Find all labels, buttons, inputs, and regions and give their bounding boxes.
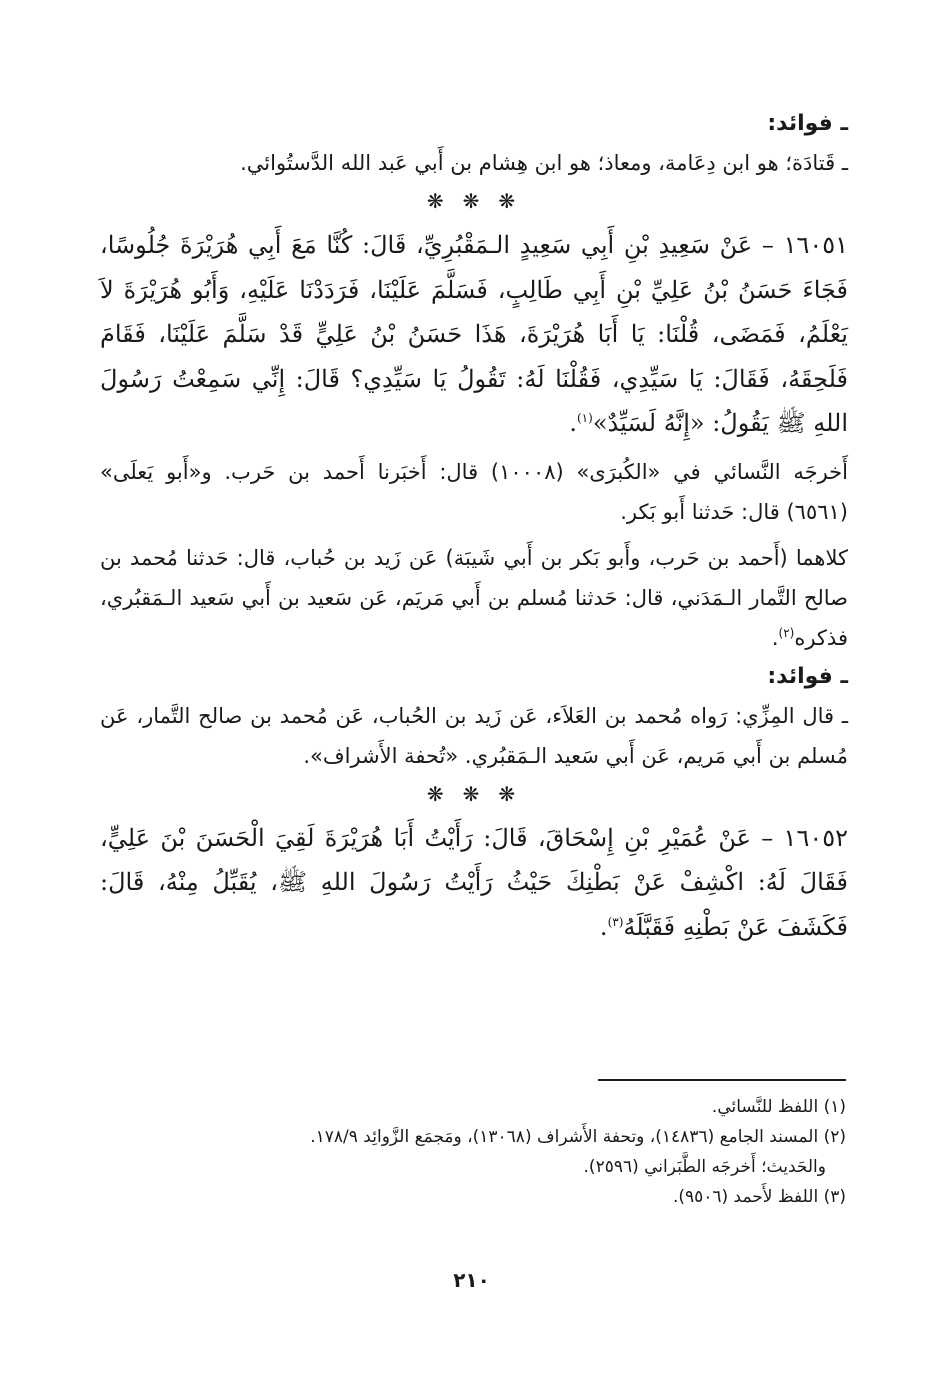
footnote-ref-2: (٢): [778, 625, 795, 640]
separator-stars-1: ❋ ❋ ❋: [426, 189, 522, 213]
takhrij-paragraph-2: [100, 538, 848, 658]
hadith-number: ١٦٠٥٢: [783, 823, 848, 852]
takhrij-text: كلاهما (أَحمد بن حَرب، وأَبو بَكر بن أَبي شَيبَة) عَن زَيد بن حُباب، قال: حَدثنا مُحمد بن صالح التَّمار الـمَدَني، قال: حَدثنا مُسلم بن أَبي مَريَم، عَن سَعيد بن أَبي سَعيد الـمَقبُري، فذكره: [100, 545, 848, 650]
benefits-heading-2: ـ فوائد:: [767, 663, 848, 689]
benefits-heading-1: ـ فوائد:: [767, 111, 848, 136]
hadith-16051: [100, 223, 848, 446]
page-body: [100, 105, 848, 949]
hadith-end: .: [599, 912, 608, 941]
footnote-1: (١) اللفظ للنَّسائي.: [711, 1097, 846, 1117]
hadith-16052: [100, 816, 848, 950]
hadith-text: – عَنْ سَعِيدِ بْنِ أَبِي سَعِيدٍ الـمَقْبُرِيِّ، قَالَ: كُنَّا مَعَ أَبِي هُرَيْرَةَ جُلُوسًا، فَجَاءَ حَسَنُ بْنُ عَلِيِّ بْنِ أَبِي طَالِبٍ، فَسَلَّمَ عَلَيْنَا، فَرَدَدْنَا عَلَيْهِ، وَأَبُو هُرَيْرَةَ لاَ يَعْلَمُ، فَمَضَى، قُلْنَا: يَا أَبَا هُرَيْرَةَ، هَذَا حَسَنُ بْنُ عَلِيٍّ قَدْ سَلَّمَ عَلَيْنَا، فَقَامَ فَلَحِقَهُ، فَقَالَ: يَا سَيِّدِي، فَقُلْنَا لَهُ: تَقُولُ يَا سَيِّدِي؟ قَالَ: إِنِّي سَمِعْتُ رَسُولَ اللهِ ﷺ يَقُولُ: «إِنَّهُ لَسَيِّدٌ»: [100, 231, 848, 437]
hadith-number: ١٦٠٥١: [783, 231, 849, 259]
hadith-text: – عَنْ عُمَيْرِ بْنِ إِسْحَاقَ، قَالَ: رَأَيْتُ أَبَا هُرَيْرَةَ لَقِيَ الْحَسَنَ بْنَ عَلِيٍّ، فَقَالَ لَهُ: اكْشِفْ عَنْ بَطْنِكَ حَيْثُ رَأَيْتُ رَسُولَ اللهِ ﷺ، يُقَبِّلُ مِنْهُ، قَالَ: فَكَشَفَ عَنْ بَطْنِهِ فَقَبَّلَهُ: [100, 823, 848, 941]
footnote-2-continued: والحَديث؛ أَخرجَه الطَّبَراني (٢٥٩٦).: [583, 1157, 826, 1177]
takhrij-paragraph-1: أَخرجَه النَّسائي في «الكُبرَى» (١٠٠٠٨) قال: أَخبَرنا أَحمد بن حَرب. و«أَبو يَعلَى» (٦٥٦١) قال: حَدثنا أَبو بَكر.: [100, 459, 848, 524]
footnote-3: (٣) اللفظ لأَحمد (٩٥٠٦).: [672, 1187, 846, 1207]
footnotes: [86, 1092, 846, 1212]
footnote-2: (٢) المسند الجامع (١٤٨٣٦)، وتحفة الأَشراف (١٣٠٦٨)، ومَجمَع الزَّوائِد ١٧٨/٩.: [310, 1127, 846, 1147]
page-number: ٢١٠: [453, 1268, 490, 1292]
benefits-text-2: ـ قال المِزِّي: رَواه مُحمد بن العَلاَء، عَن زَيد بن الحُباب، عَن مُحمد بن صالح التَّمار، عَن مُسلم بن أَبي مَريم، عَن أَبي سَعيد الـمَقبُري. «تُحفة الأَشراف».: [100, 703, 848, 768]
footnote-divider: [598, 1079, 846, 1081]
takhrij-end: .: [771, 625, 779, 650]
footnote-ref-3: (٣): [607, 914, 624, 929]
benefits-text-1: ـ قَتادَة؛ هو ابن دِعَامة، ومعاذ؛ هو ابن هِشام بن أَبي عَبد الله الدَّستُوائي.: [240, 151, 848, 175]
footnote-ref-1: (١): [576, 411, 593, 425]
hadith-end: .: [569, 409, 577, 437]
separator-stars-2: ❋ ❋ ❋: [426, 781, 522, 806]
